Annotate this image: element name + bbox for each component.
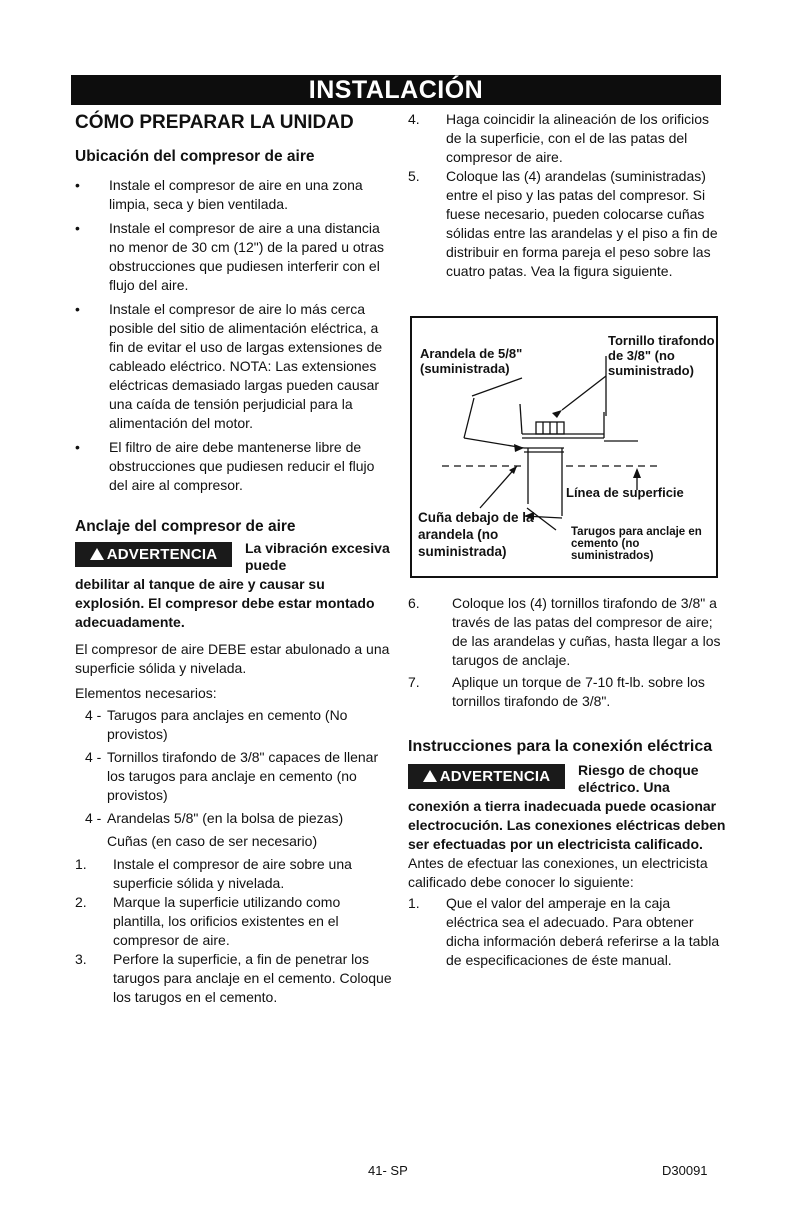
- page-number: 41- SP: [368, 1163, 408, 1178]
- right-column: [408, 110, 728, 281]
- surface-label: Línea de superficie: [566, 485, 684, 500]
- screw-label: Tornillo tirafondo de 3/8" (no suministrado): [608, 333, 715, 378]
- list-item: 3. Perfore la superficie, a fin de penetrar los tarugos para anclaje en el cemento. Coloque los tarugos en el cemento.: [75, 951, 392, 1005]
- section-banner: INSTALACIÓN: [71, 75, 721, 105]
- warning-head: Riesgo de choque eléctrico. Una: [578, 762, 699, 795]
- warning-badge: ADVERTENCIA: [75, 542, 232, 567]
- document-code: D30091: [662, 1163, 708, 1178]
- list-item: 5. Coloque las (4) arandelas (suministradas) entre el piso y las patas del compresor. Si fuese necesario, pueden colocarse cuñas sólidas entre las arandelas y el piso a fin de distribuir en forma pareja el peso sobre las cuatro patas. Vea la figura siguiente.: [408, 168, 718, 279]
- list-item: 6. Coloque los (4) tornillos tirafondo de 3/8" a través de las patas del compresor de aire; de las arandelas y cuñas, hasta llegar a los tarugos de anclaje.: [408, 595, 721, 668]
- location-heading: Ubicación del compresor de aire: [75, 148, 315, 165]
- paragraph: Elementos necesarios:: [75, 685, 217, 701]
- list-item: 1. Instale el compresor de aire sobre una superficie sólida y nivelada.: [75, 856, 352, 891]
- bullet-icon: •: [75, 220, 80, 236]
- anchors-label: Tarugos para anclaje en cemento (no suministrados): [571, 526, 702, 562]
- bullet-icon: •: [75, 439, 80, 455]
- list-item: • Instale el compresor de aire lo más cerca posible del sitio de alimentación eléctrica, a fin de evitar el uso de largas extensiones de cableado eléctrico. NOTA: Las extensiones eléctricas demasiado largas pueden causar una caída de tensión perjudicial para la alimentación del motor.: [75, 301, 383, 431]
- warning-body: debilitar al tanque de aire y causar su explosión. El compresor debe estar montado adecuadamente.: [75, 576, 375, 630]
- warning-triangle-icon: [90, 548, 104, 560]
- list-item: 1. Que el valor del amperaje en la caja eléctrica sea el adecuado. Para obtener dicha información deberá referirse a la tabla de especificaciones de éste manual.: [408, 895, 720, 968]
- list-item: 4 - Tarugos para anclajes en cemento (No provistos): [85, 707, 348, 742]
- right-column-lower: [408, 594, 726, 970]
- arrow-icon: [514, 444, 524, 452]
- list-item: • Instale el compresor de aire en una zona limpia, seca y bien ventilada.: [75, 177, 363, 212]
- list-item: 4 - Tornillos tirafondo de 3/8" capaces de llenar los tarugos para anclaje en cemento (no provistos): [85, 749, 379, 803]
- warning-head: La vibración excesiva puede: [245, 540, 390, 573]
- washer-label: Arandela de 5/8" (suministrada): [420, 346, 523, 376]
- warning-block: [75, 540, 395, 574]
- list-item: • Instale el compresor de aire a una distancia no menor de 30 cm (12") de la pared u otras obstrucciones que pudiesen interferir con el flujo del aire.: [75, 220, 385, 293]
- list-item: 4 - Arandelas 5/8" (en la bolsa de piezas): [85, 810, 344, 826]
- bullet-icon: •: [75, 301, 80, 317]
- electric-heading: Instrucciones para la conexión eléctrica: [408, 738, 713, 755]
- bullet-icon: •: [75, 177, 80, 193]
- paragraph: El compresor de aire DEBE estar abulonado a una superficie sólida y nivelada.: [75, 641, 390, 676]
- warning-body: conexión a tierra inadecuada puede ocasionar electrocución. Las conexiones eléctricas deben ser efectuadas por un electricista calificado.: [408, 798, 726, 852]
- list-item: • El filtro de aire debe mantenerse libre de obstrucciones que pudiesen reducir el flujo del aire al compresor.: [75, 439, 375, 493]
- warning-triangle-icon: [423, 770, 437, 782]
- foot-edge-line: [520, 404, 522, 434]
- arrow-icon: [552, 410, 562, 418]
- leader-line: [480, 466, 517, 508]
- list-item: Cuñas (en caso de ser necesario): [107, 833, 318, 849]
- list-item: 2. Marque la superficie utilizando como plantilla, los orificios existentes en el compresor de aire.: [75, 894, 341, 948]
- anchor-figure: [410, 316, 718, 578]
- shim-label: Cuña debajo de la arandela (no suministrada): [418, 510, 534, 559]
- warning-badge: ADVERTENCIA: [408, 764, 565, 789]
- paragraph: Antes de efectuar las conexiones, un electricista calificado debe conocer lo siguiente:: [408, 855, 708, 890]
- warning-block: [408, 762, 726, 796]
- arrow-icon: [633, 468, 641, 478]
- left-column: [75, 110, 395, 1007]
- anchor-heading: Anclaje del compresor de aire: [75, 518, 296, 535]
- list-item: 4. Haga coincidir la alineación de los orificios de la superficie, con el de las patas del compresor de aire.: [408, 111, 710, 165]
- main-title: CÓMO PREPARAR LA UNIDAD: [75, 112, 354, 133]
- leader-line: [562, 376, 606, 410]
- leader-line: [472, 378, 522, 396]
- list-item: 7. Aplique un torque de 7-10 ft-lb. sobre los tornillos tirafondo de 3/8".: [408, 674, 705, 709]
